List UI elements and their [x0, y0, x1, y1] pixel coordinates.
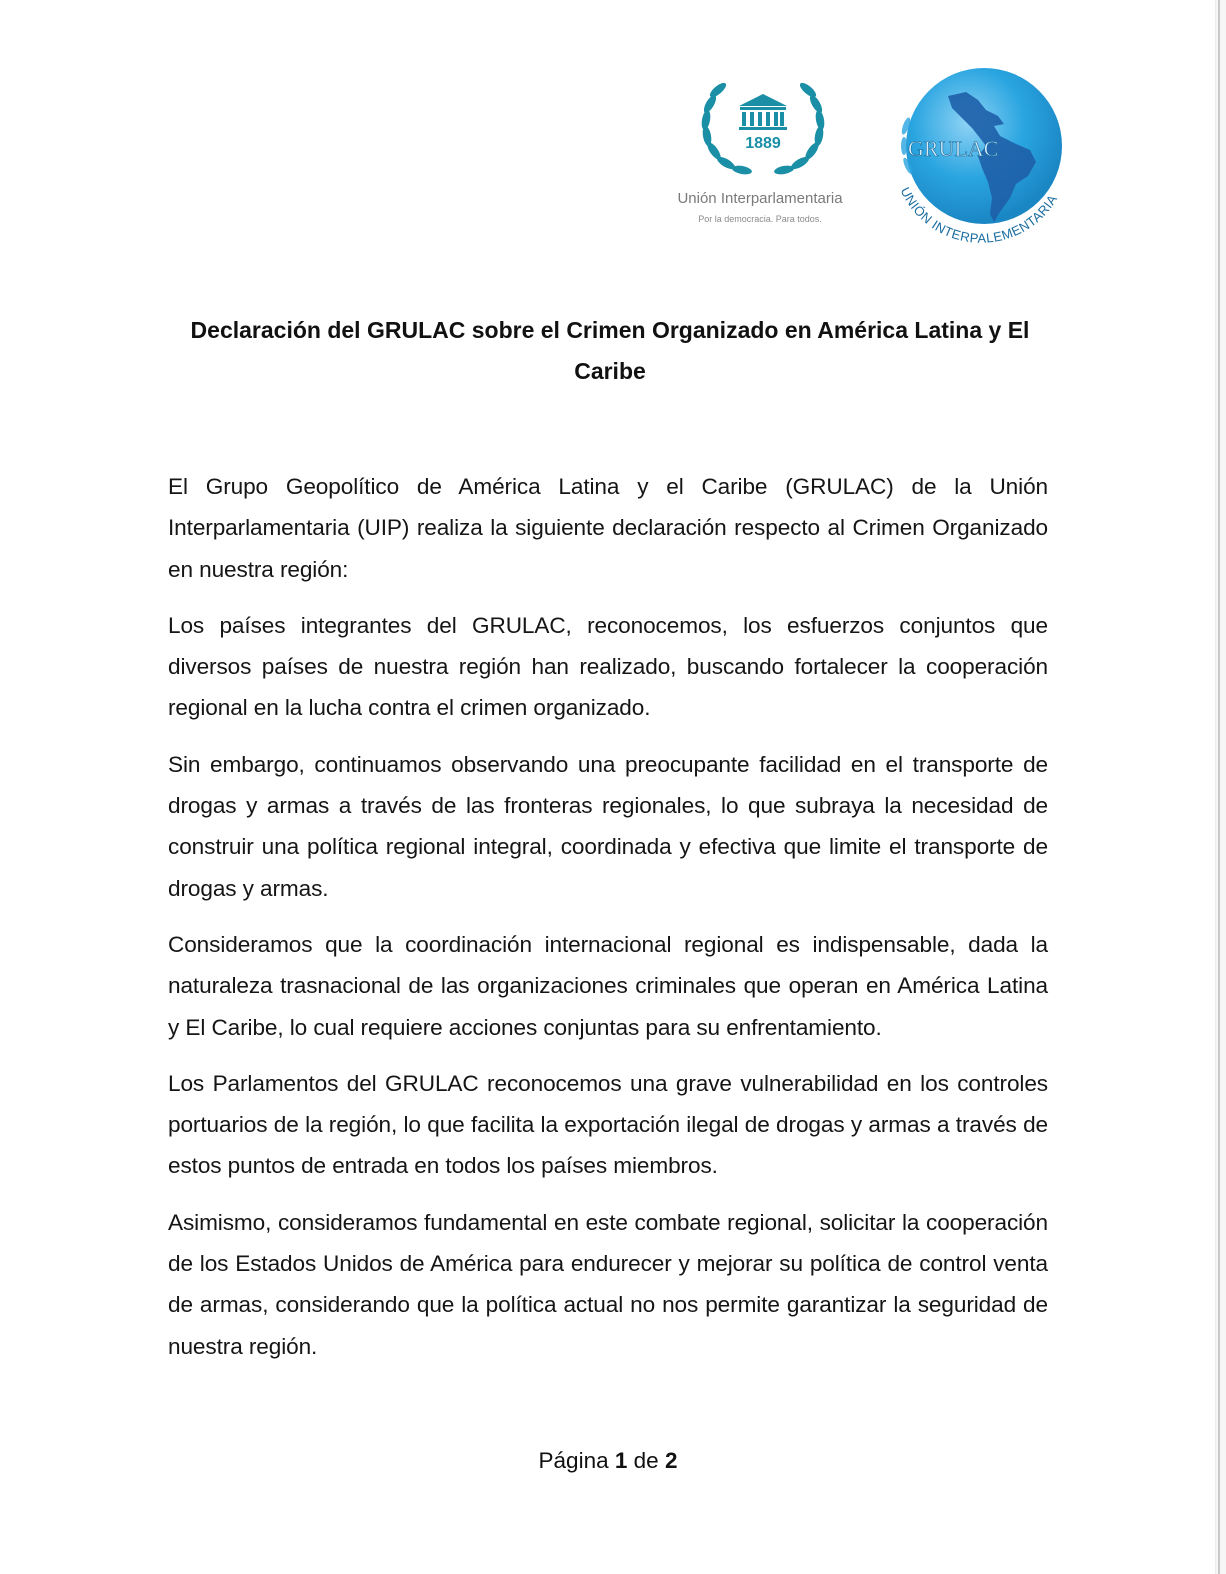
paragraph: Los países integrantes del GRULAC, reconocemos, los esfuerzos conjuntos que diversos países de nuestra región han realizado, buscando fortalecer la cooperación regional en la lucha contra el crimen organizado.	[168, 612, 1048, 721]
paragraph: Sin embargo, continuamos observando una preocupante facilidad en el transporte de drogas y armas a través de las fronteras regionales, lo que subraya la necesidad de construir una política regional integral, coordinada y efectiva que limite el transporte de drogas y armas.	[168, 751, 1048, 901]
grulac-name: GRULAC	[908, 136, 999, 161]
of-label: de	[633, 1448, 659, 1473]
paragraph-intro: El Grupo Geopolítico de América Latina y el Caribe (GRULAC) de la Unión Interparlamentaria (UIP) realiza la siguiente declaración respecto al Crimen Organizado en nuestra región:	[168, 474, 1048, 582]
grulac-ring-text: UNIÓN INTERPALEMENTARIA	[897, 184, 1061, 246]
paragraph: Asimismo, consideramos fundamental en este combate regional, solicitar la cooperación de los Estados Unidos de América para endurecer y mejorar su política de control venta de armas, considerando que la política actual no nos permite garantizar la seguridad de nuestra región.	[168, 1209, 1048, 1359]
total-pages: 2	[664, 1448, 678, 1473]
document-title: Declaración del GRULAC sobre el Crimen Organizado en América Latina y El Caribe	[190, 317, 1030, 384]
grulac-logo	[886, 66, 1076, 256]
grulac-globe-icon	[886, 66, 1076, 256]
paragraph: Consideramos que la coordinación internacional regional es indispensable, dada la naturaleza trasnacional de las organizaciones criminales que operan en América Latina y El Caribe, lo cual requiere acciones conjuntas para su enfrentamiento.	[168, 931, 1048, 1040]
current-page: 1	[614, 1448, 628, 1473]
uip-year: 1889	[745, 135, 781, 152]
uip-logo	[660, 62, 870, 242]
page-edge-scrollbar	[1215, 0, 1226, 1574]
uip-name: Unión Interparlamentaria	[677, 190, 843, 207]
paragraph: Los Parlamentos del GRULAC reconocemos una grave vulnerabilidad en los controles portuarios de la región, lo que facilita la exportación ilegal de drogas y armas a través de estos puntos de entrada en todos los países miembros.	[168, 1070, 1048, 1179]
page-number-footer	[0, 1448, 1216, 1474]
page-label: Página	[538, 1448, 609, 1473]
header-logos	[660, 62, 1080, 262]
uip-laurel-emblem-icon	[660, 62, 870, 192]
uip-tagline: Por la democracia. Para todos.	[698, 214, 822, 224]
document-body	[168, 466, 1048, 1382]
